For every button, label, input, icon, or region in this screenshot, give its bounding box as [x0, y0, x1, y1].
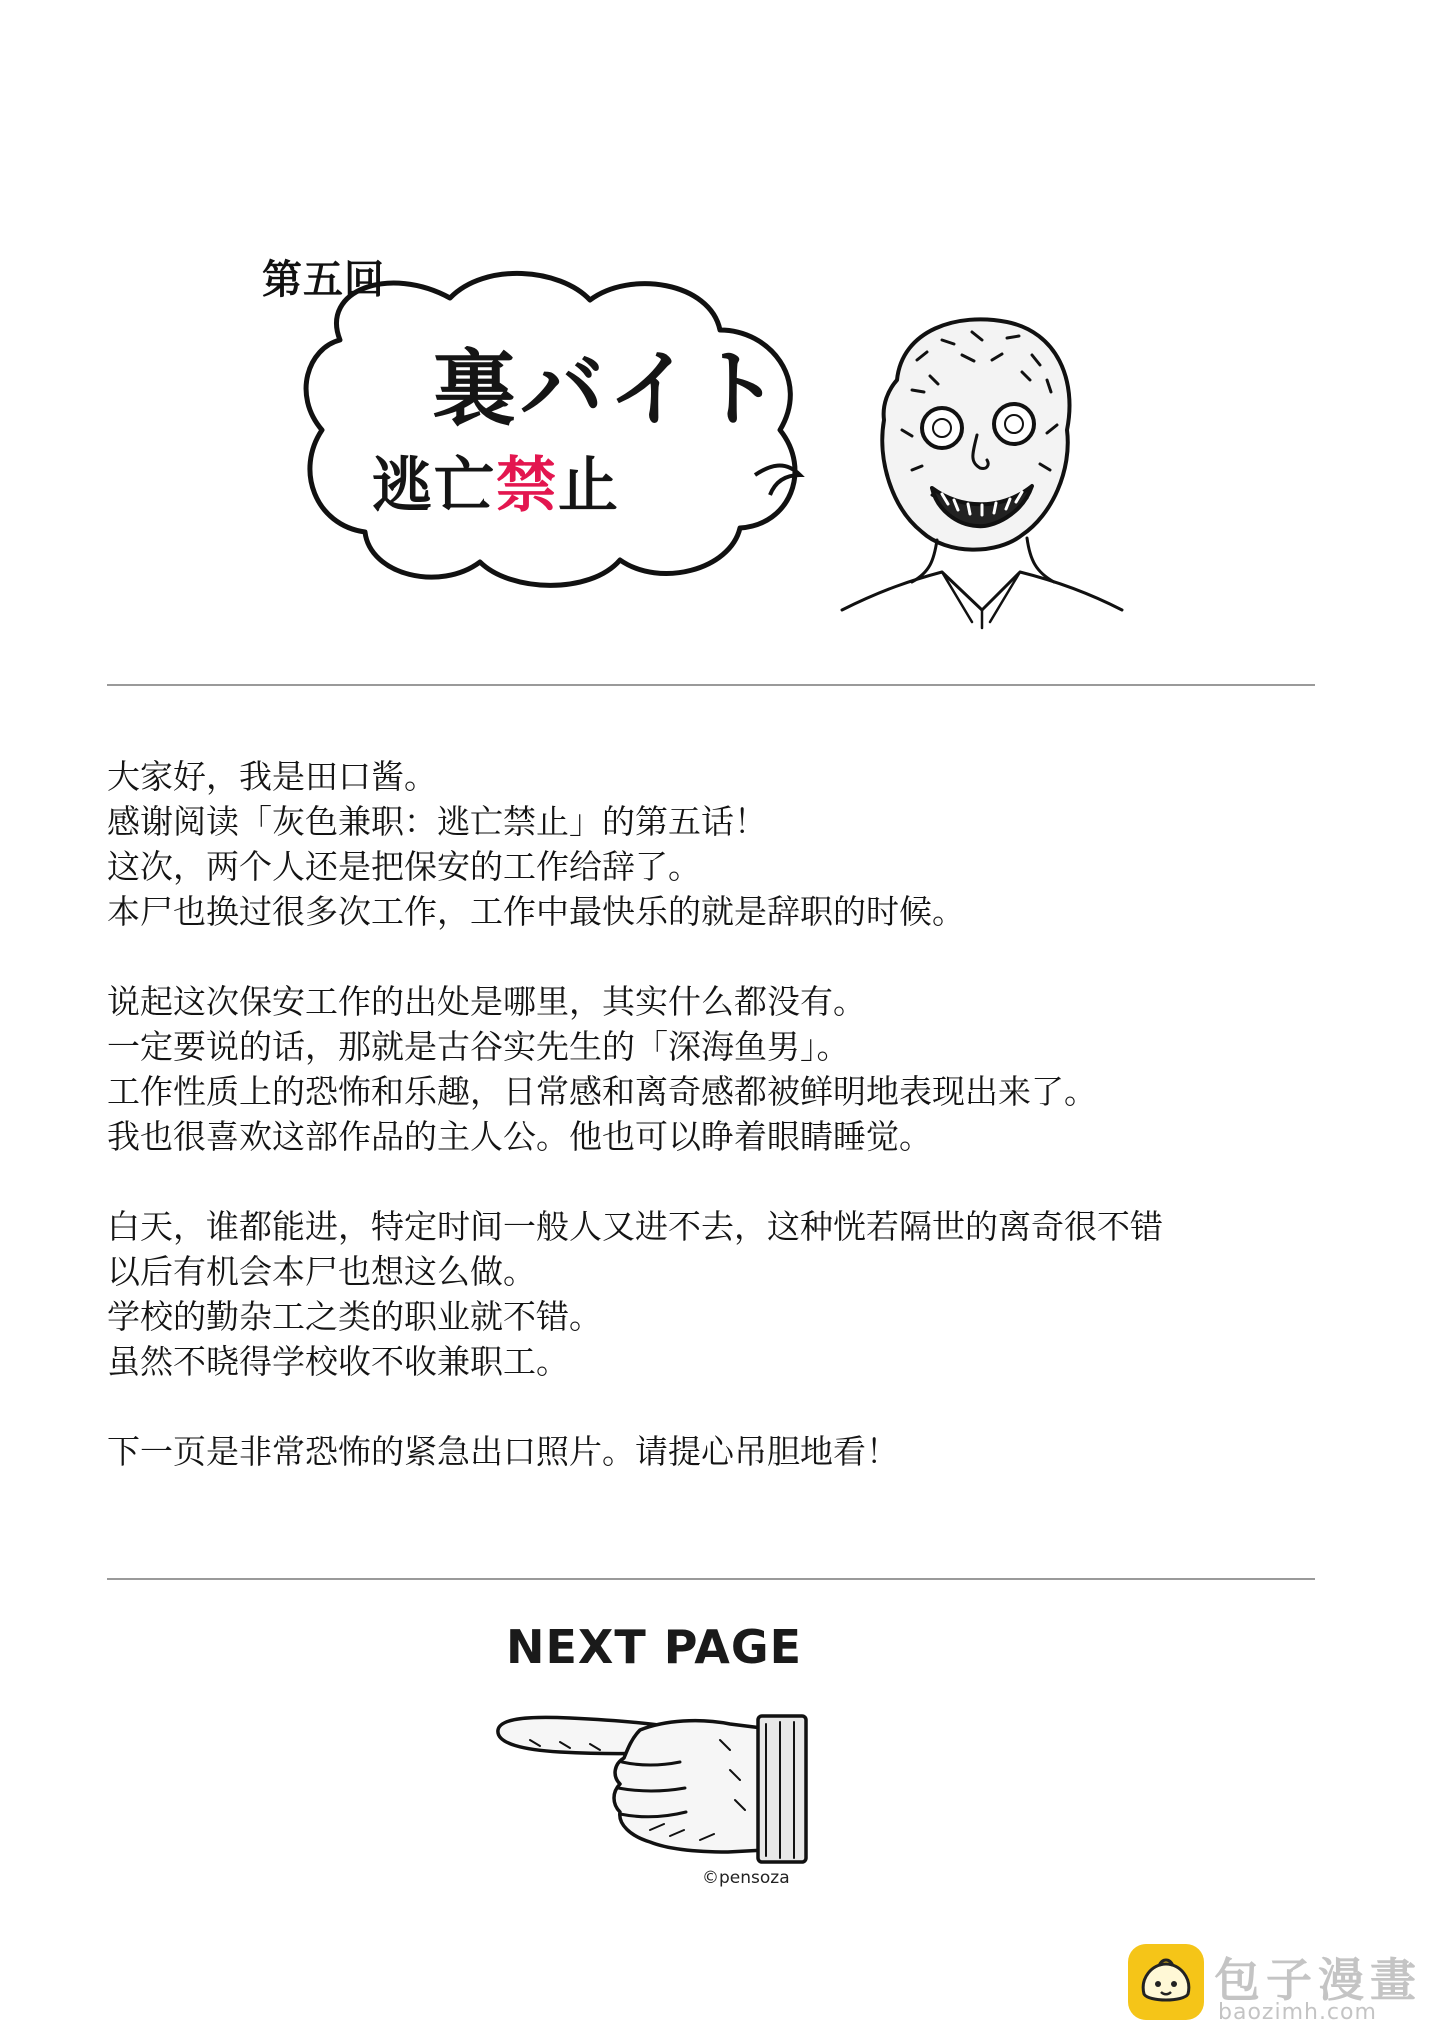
pointing-hand-icon: [490, 1700, 820, 1870]
text-line: 一定要说的话，那就是古谷实先生的「深海鱼男」。: [107, 1027, 850, 1066]
title-subtitle-forbid: 禁: [496, 451, 558, 521]
top-divider: [107, 684, 1315, 686]
text-line: 虽然不晓得学校收不收兼职工。: [107, 1342, 569, 1381]
text-line: 下一页是非常恐怖的紧急出口照片。请提心吊胆地看！: [107, 1432, 899, 1471]
watermark-site-name: 包子漫畫: [1214, 1953, 1422, 2007]
text-line: 本尸也换过很多次工作，工作中最快乐的就是辞职的时候。: [107, 892, 965, 931]
text-line: 这次，两个人还是把保安的工作给辞了。: [107, 847, 701, 886]
episode-label: 第五回: [262, 257, 385, 303]
title-main: 裏バイト: [432, 339, 785, 438]
title-subtitle-prefix: 逃亡: [372, 451, 496, 521]
bottom-divider: [107, 1578, 1315, 1580]
title-subtitle: [372, 438, 620, 524]
zombie-face-icon: [822, 310, 1152, 630]
paragraph-4: [107, 1429, 1407, 1474]
text-line: 感谢阅读「灰色兼职：逃亡禁止」的第五话！: [107, 802, 767, 841]
text-line: 大家好，我是田口酱。: [107, 757, 437, 796]
text-line: 以后有机会本尸也想这么做。: [107, 1252, 536, 1291]
text-line: 说起这次保安工作的出处是哪里，其实什么都没有。: [107, 982, 866, 1021]
text-line: 我也很喜欢这部作品的主人公。他也可以睁着眼睛睡觉。: [107, 1117, 932, 1156]
bun-logo-icon: [1126, 1942, 1206, 2022]
next-page-label: NEXT PAGE: [506, 1620, 803, 1674]
watermark-site-url: baozimh.com: [1218, 2000, 1377, 2025]
text-line: 学校的勤杂工之类的职业就不错。: [107, 1297, 602, 1336]
title-subtitle-suffix: 止: [558, 451, 620, 521]
text-line: 白天，谁都能进，特定时间一般人又进不去，这种恍若隔世的离奇很不错: [107, 1207, 1163, 1246]
text-line: 工作性质上的恐怖和乐趣，日常感和离奇感都被鲜明地表现出来了。: [107, 1072, 1097, 1111]
article-body: [107, 754, 1407, 1474]
copyright-credit: ©pensoza: [702, 1868, 790, 1888]
paragraph-3: [107, 1204, 1407, 1384]
paragraph-1: [107, 754, 1407, 934]
paragraph-2: [107, 979, 1407, 1159]
